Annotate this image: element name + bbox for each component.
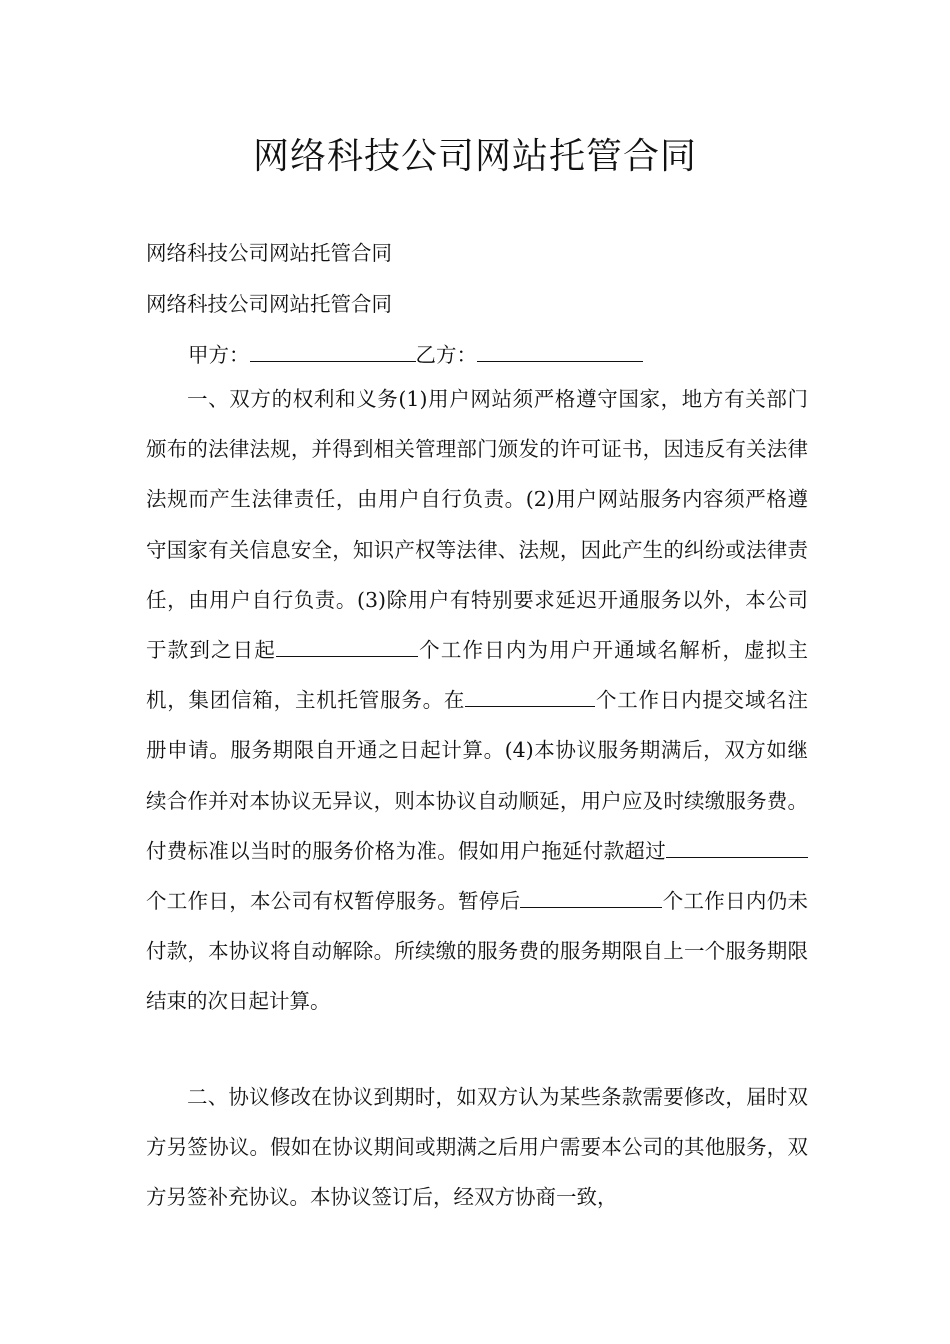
section-1-text-3: 个工作日内提交域名注册申请。服务期限自开通之日起计算。(4)本协议服务期满后，双方如继续合作并对本协议无异议，则本协议自动顺延，用户应及时续缴服务费。付费标准以当时的服务价格为准。假如用户拖延付款超过 bbox=[146, 688, 809, 863]
section-1-paragraph bbox=[146, 374, 808, 1027]
section-2-paragraph: 二、协议修改在协议到期时，如双方认为某些条款需要修改，届时双方另签协议。假如在协议期间或期满之后用户需要本公司的其他服务，双方另签补充协议。本协议签订后，经双方协商一致， bbox=[146, 1085, 808, 1210]
workdays-blank-2 bbox=[465, 688, 595, 707]
subtitle-line-1: 网络科技公司网站托管合同 bbox=[146, 241, 392, 265]
workdays-blank-3 bbox=[666, 839, 808, 858]
subtitle-line-2: 网络科技公司网站托管合同 bbox=[146, 292, 392, 316]
party-a-label: 甲方： bbox=[188, 343, 250, 367]
section-1-text-4: 个工作日，本公司有权暂停服务。暂停后 bbox=[146, 889, 521, 914]
workdays-blank-1 bbox=[276, 638, 418, 657]
section-1-text-2: 个工作日内为用户开通域名解析，虚拟主机，集团信箱，主机托管服务。在 bbox=[146, 638, 808, 713]
parties-line bbox=[188, 338, 643, 368]
workdays-blank-4 bbox=[520, 889, 662, 908]
section-1-text-5: 个工作日内仍未付款，本协议将自动解除。所续缴的服务费的服务期限自上一个服务期限结束的次日起计算。 bbox=[146, 889, 809, 1014]
party-a-blank bbox=[250, 343, 416, 362]
section-1-text-1: 一、双方的权利和义务(1)用户网站须严格遵守国家，地方有关部门颁布的法律法规，并得到相关管理部门颁发的许可证书，因违反有关法律法规而产生法律责任，由用户自行负责。(2)用户网站服务内容须严格遵守国家有关信息安全，知识产权等法律、法规，因此产生的纠纷或法律责任，由用户自行负责。(3)除用户有特别要求延迟开通服务以外，本公司于款到之日起 bbox=[146, 387, 808, 663]
party-b-blank bbox=[477, 343, 643, 362]
document-title: 网络科技公司网站托管合同 bbox=[252, 136, 697, 177]
party-b-label: 乙方： bbox=[415, 343, 477, 367]
